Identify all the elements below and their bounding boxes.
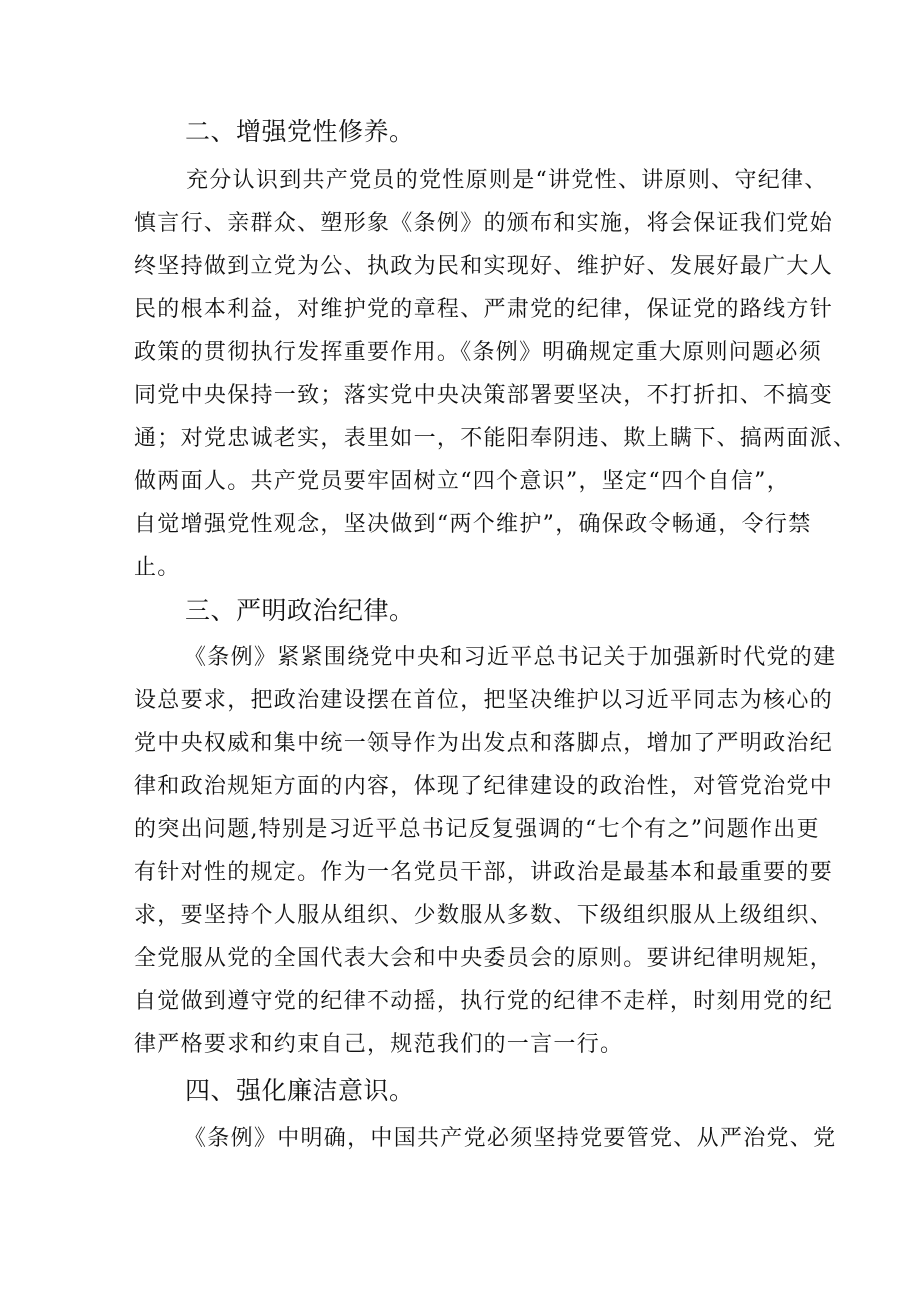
paragraph-line: 政策的贯彻执行发挥重要作用。《条例》明确规定重大原则问题必须	[134, 340, 823, 365]
paragraph-line: 的突出问题,特别是习近平总书记反复强调的“七个有之”问题作出更	[134, 817, 820, 842]
paragraph-line: 自觉做到遵守党的纪律不动摇，执行党的纪律不走样，时刻用党的纪	[134, 989, 834, 1014]
paragraph-line: 律和政治规矩方面的内容，体现了纪律建设的政治性，对管党治党中	[134, 774, 834, 799]
paragraph-line: 通；对党忠诚老实，表里如一，不能阳奉阴违、欺上瞒下、搞两面派、	[134, 426, 857, 451]
paragraph-line: 《条例》中明确，中国共产党必须坚持党要管党、从严治党、党	[184, 1126, 837, 1151]
paragraph-line: 求，要坚持个人服从组织、少数服从多数、下级组织服从上级组织、	[134, 903, 834, 928]
section-heading-2: 二、增强党性修养。	[185, 117, 415, 146]
paragraph-line: 止。	[134, 555, 181, 580]
paragraph-line: 《条例》紧紧围绕党中央和习近平总书记关于加强新时代党的建	[184, 645, 837, 670]
paragraph-line: 设总要求，把政治建设摆在首位，把坚决维护以习近平同志为核心的	[134, 688, 834, 713]
paragraph-line: 同党中央保持一致；落实党中央决策部署要坚决，不打折扣、不搞变	[134, 383, 834, 408]
paragraph-line: 做两面人。共产党员要牢固树立“四个意识”，坚定“四个自信”，	[134, 469, 790, 494]
paragraph-line: 律严格要求和约束自己，规范我们的一言一行。	[134, 1032, 624, 1057]
section-heading-3: 三、严明政治纪律。	[185, 596, 415, 625]
paragraph-line: 全党服从党的全国代表大会和中央委员会的原则。要讲纪律明规矩，	[134, 946, 834, 971]
paragraph-line: 自觉增强党性观念，坚决做到“两个维护”，确保政令畅通，令行禁	[134, 512, 812, 537]
paragraph-line: 终坚持做到立党为公、执政为民和实现好、维护好、发展好最广大人	[134, 254, 834, 279]
section-heading-4: 四、强化廉洁意识。	[185, 1076, 415, 1105]
paragraph-line: 充分认识到共产党员的党性原则是“讲党性、讲原则、守纪律、	[186, 168, 828, 193]
paragraph-line: 慎言行、亲群众、塑形象《条例》的颁布和实施，将会保证我们党始	[134, 211, 834, 236]
paragraph-line: 党中央权威和集中统一领导作为出发点和落脚点，增加了严明政治纪	[134, 731, 834, 756]
paragraph-line: 有针对性的规定。作为一名党员干部，讲政治是最基本和最重要的要	[134, 860, 834, 885]
paragraph-line: 民的根本利益，对维护党的章程、严肃党的纪律，保证党的路线方针	[134, 297, 834, 322]
